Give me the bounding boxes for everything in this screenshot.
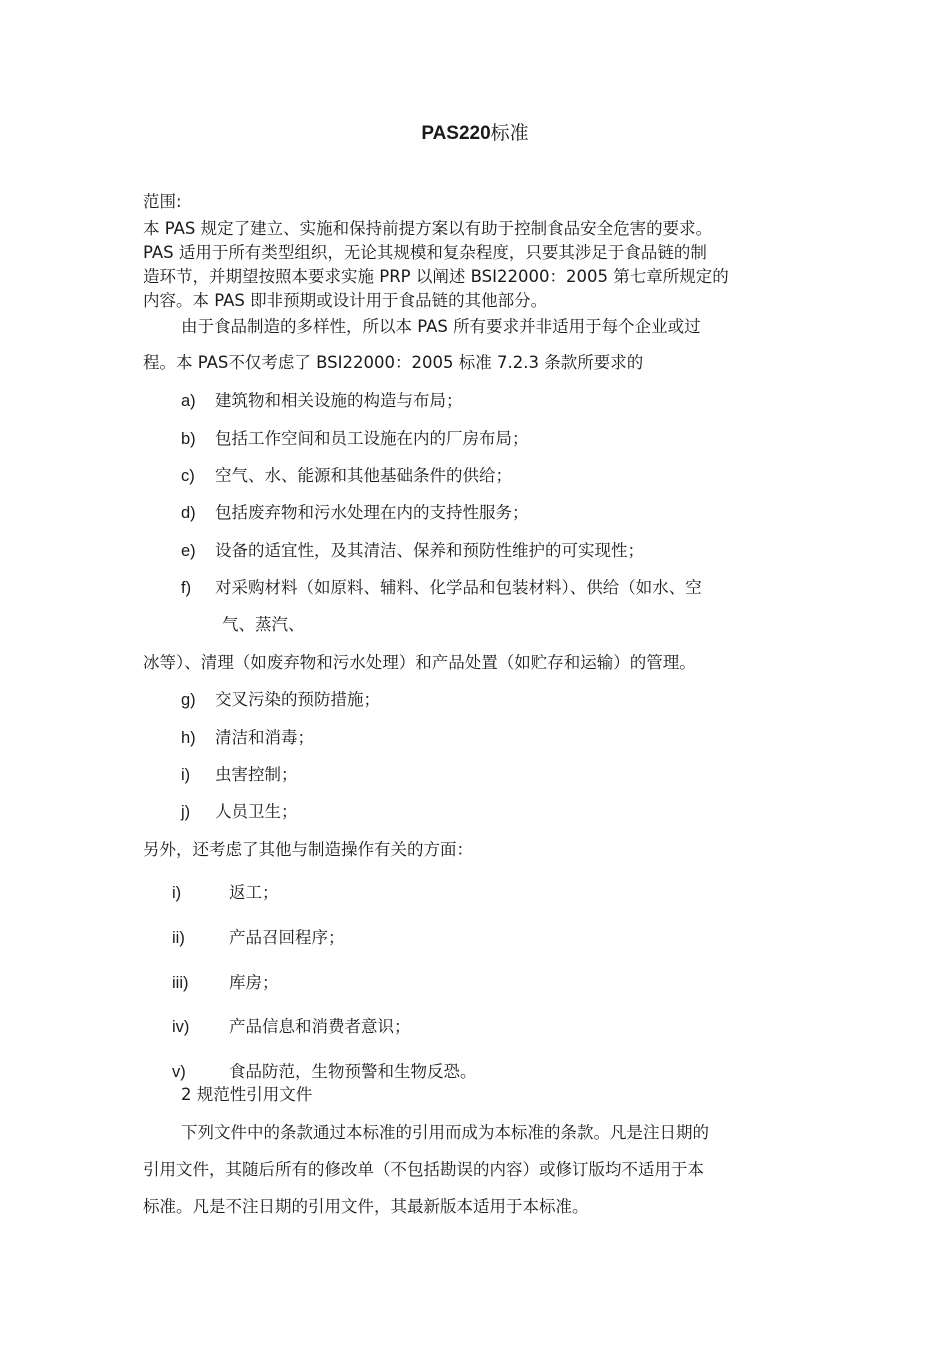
list-item [0,465,950,487]
paragraph-line: 内容。本 PAS 即非预期或设计用于食品链的其他部分。 [143,291,548,310]
list-item [0,502,950,524]
list-item [0,882,950,904]
paragraph-line: 本 PAS 规定了建立、实施和保持前提方案以有助于控制食品安全危害的要求。 [143,219,713,238]
paragraph-line: 下列文件中的条款通过本标准的引用而成为本标准的条款。凡是注日期的 [181,1123,709,1142]
list-text: 空气、水、能源和其他基础条件的供给； [215,466,512,485]
list-item [0,577,950,599]
list-item [0,801,950,823]
list-continuation: 气、蒸汽、 [222,615,305,634]
list-item [0,428,950,450]
section-heading: 2 规范性引用文件 [181,1085,313,1104]
paragraph-line: 造环节，并期望按照本要求实施 PRP 以阐述 BSI22000：2005 第七章所规定的 [143,267,729,286]
paragraph-line: 程。本 PAS不仅考虑了 BSI22000：2005 标准 7.2.3 条款所要求的 [143,353,644,372]
paragraph-line: 标准。凡是不注日期的引用文件，其最新版本适用于本标准。 [143,1197,589,1216]
list-item [0,727,950,749]
list-continuation: 冰等）、清理（如废弃物和污水处理）和产品处置（如贮存和运输）的管理。 [143,653,696,672]
also-considered-line: 另外，还考虑了其他与制造操作有关的方面： [143,840,473,859]
list-text: 库房； [229,973,279,992]
list-marker: f) [181,579,192,597]
list-item [0,540,950,562]
title-suffix: 标准 [490,122,529,144]
paragraph-line: 由于食品制造的多样性，所以本 PAS 所有要求并非适用于每个企业或过 [181,317,701,336]
list-item [0,689,950,711]
list-text: 对采购材料（如原料、辅料、化学品和包装材料）、供给（如水、空 [215,578,702,597]
list-marker: i) [181,766,191,784]
list-marker: g) [181,691,196,709]
title-code: PAS220 [421,123,491,144]
list-text: 清洁和消毒； [215,728,314,747]
list-text: 返工； [229,883,279,902]
list-text: 食品防范，生物预警和生物反恐。 [229,1062,477,1081]
list-item [0,1016,950,1038]
list-item [0,764,950,786]
list-text: 虫害控制； [215,765,298,784]
list-marker: i) [172,884,182,902]
list-item [0,972,950,994]
list-marker: iii) [172,974,189,992]
list-text: 包括工作空间和员工设施在内的厂房布局； [215,429,529,448]
list-marker: h) [181,729,196,747]
list-marker: c) [181,467,195,485]
list-marker: ii) [172,929,185,947]
list-marker: j) [181,803,191,821]
list-text: 包括废弃物和污水处理在内的支持性服务； [215,503,529,522]
paragraph-line: 引用文件，其随后所有的修改单（不包括勘误的内容）或修订版均不适用于本 [143,1160,704,1179]
list-marker: iv) [172,1018,190,1036]
list-text: 交叉污染的预防措施； [215,690,380,709]
list-marker: v) [172,1063,186,1081]
list-text: 产品召回程序； [229,928,345,947]
list-marker: d) [181,504,196,522]
list-marker: a) [181,392,196,410]
document-title [0,120,950,147]
scope-heading: 范围: [143,192,182,211]
list-text: 设备的适宜性，及其清洁、保养和预防性维护的可实现性； [215,541,644,560]
list-text: 人员卫生； [215,802,298,821]
list-item [0,1061,950,1083]
list-marker: b) [181,430,196,448]
list-item [0,927,950,949]
list-marker: e) [181,542,196,560]
list-text: 建筑物和相关设施的构造与布局； [215,391,463,410]
list-text: 产品信息和消费者意识； [229,1017,411,1036]
paragraph-line: PAS 适用于所有类型组织，无论其规模和复杂程度，只要其涉足于食品链的制 [143,243,707,262]
list-item [0,390,950,412]
